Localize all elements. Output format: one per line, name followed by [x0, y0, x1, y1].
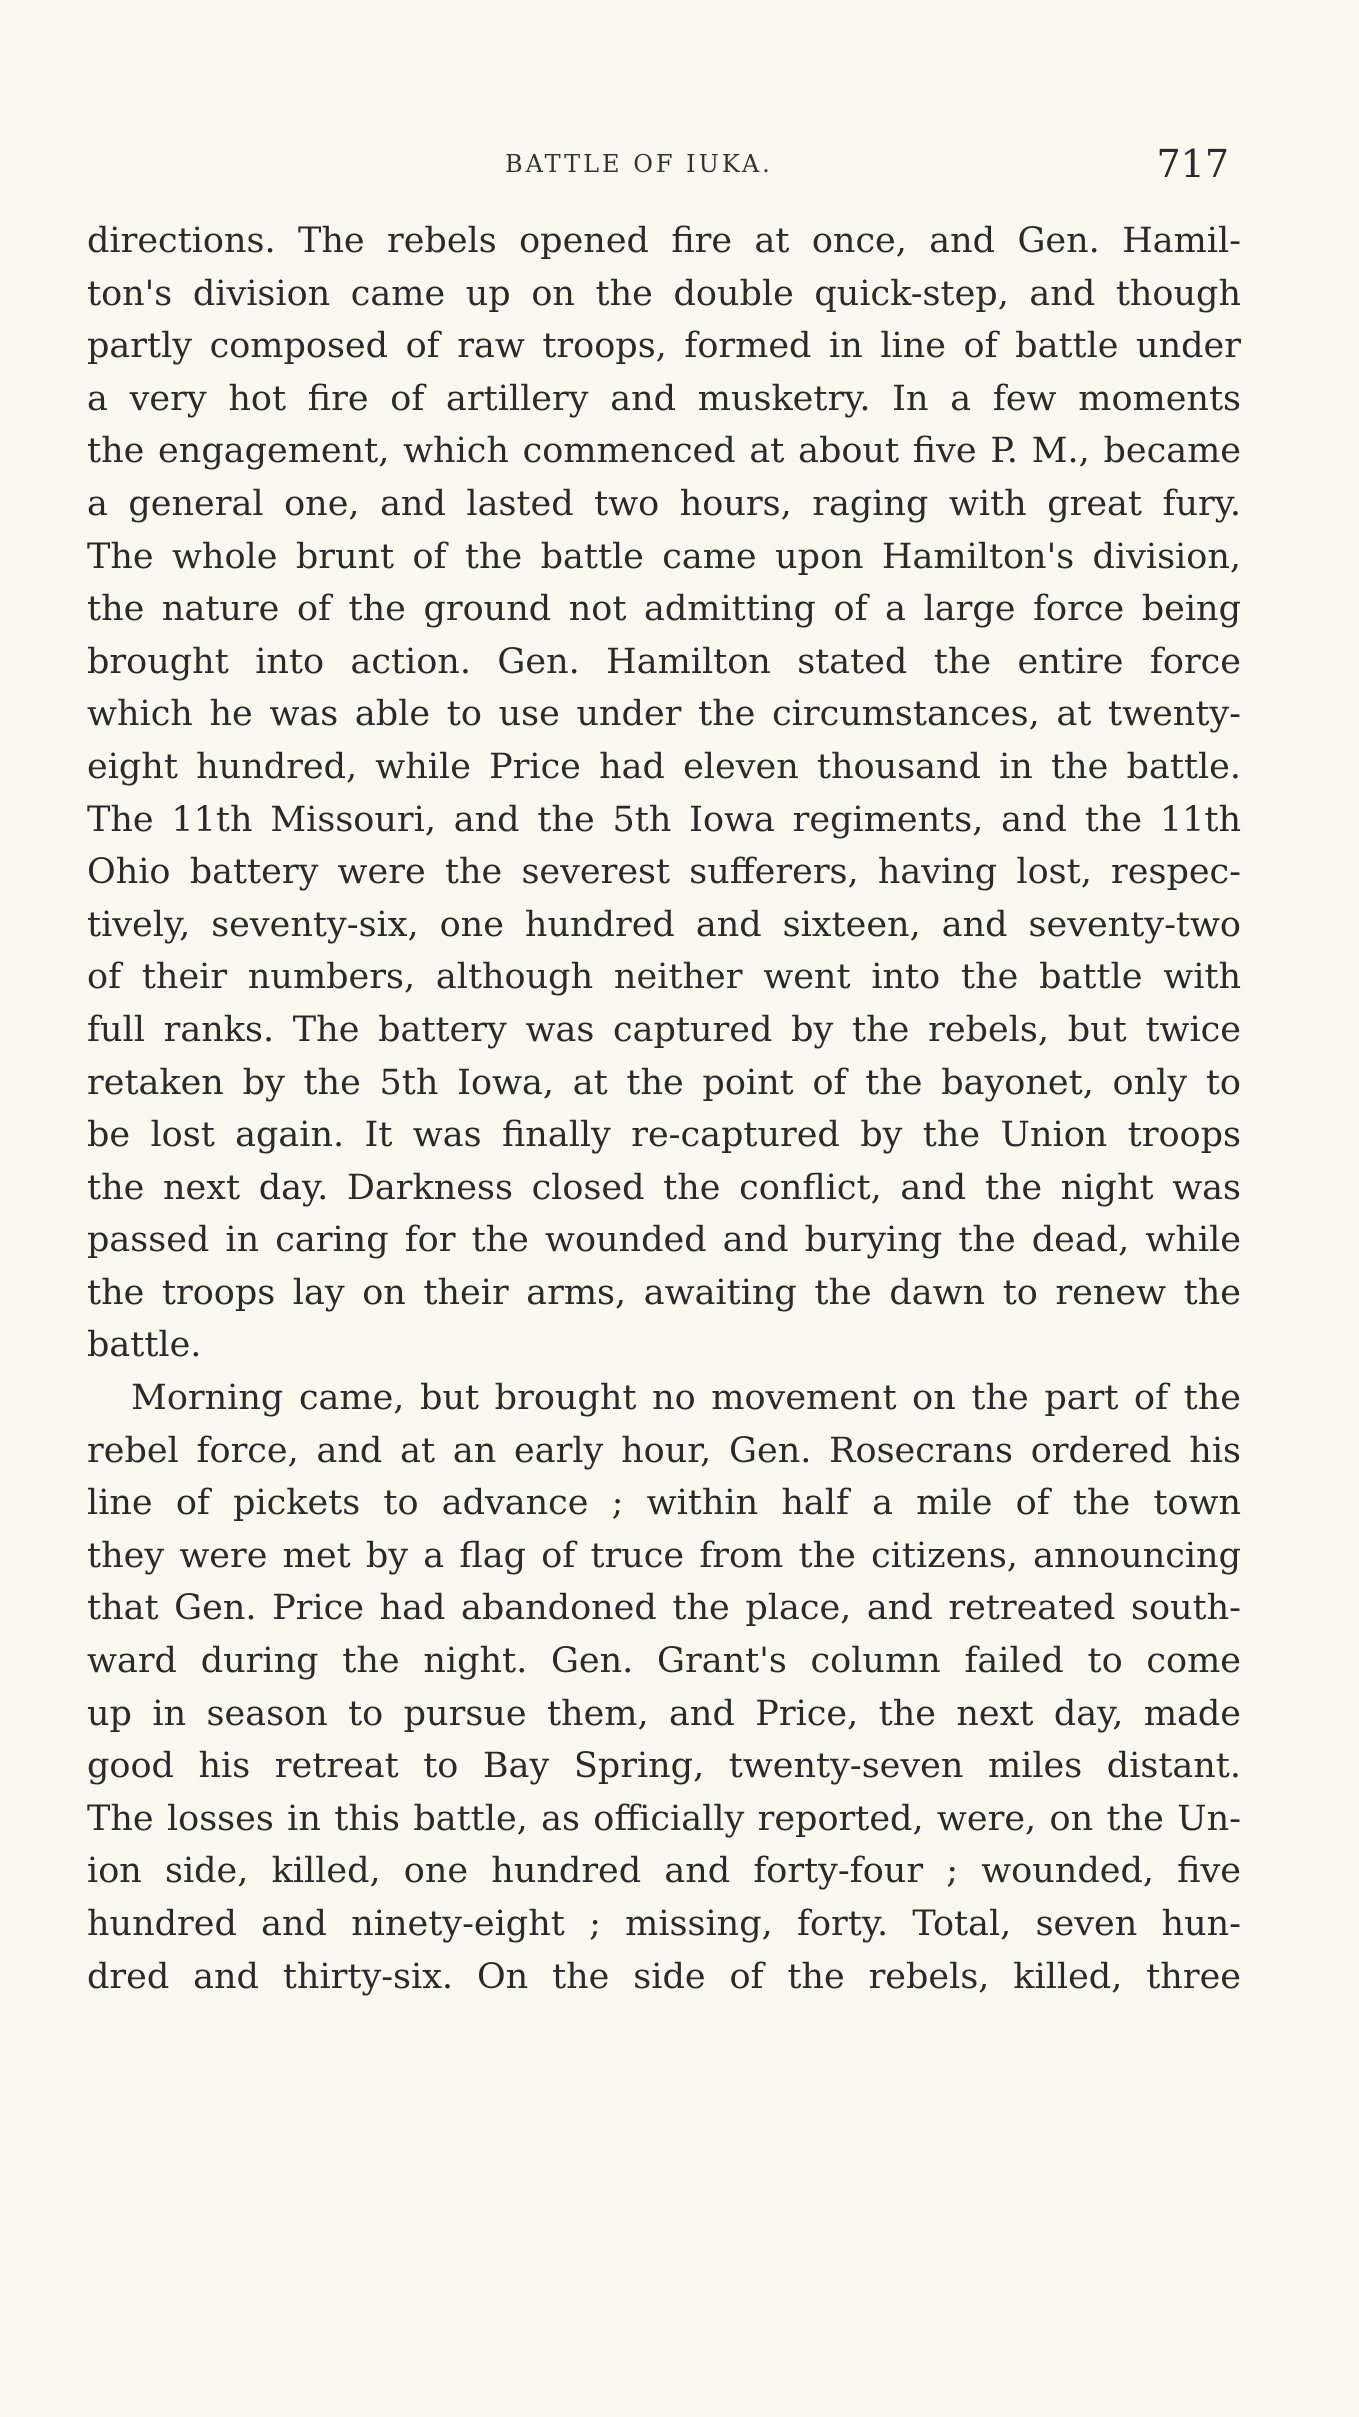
text-line: The whole brunt of the battle came upon Hamilton's division, [87, 536, 1241, 577]
text-line: hundred and ninety-eight ; missing, forty. Total, seven hun- [87, 1904, 1241, 1944]
text-line: The losses in this battle, as officially reported, were, on the Un- [87, 1798, 1241, 1839]
text-line: good his retreat to Bay Spring, twenty-seven miles distant. [87, 1746, 1241, 1787]
text-line: a general one, and lasted two hours, raging with great fury. [87, 483, 1241, 524]
text-line: be lost again. It was finally re-captured by the Union troops [87, 1115, 1241, 1156]
text-line: directions. The rebels opened fire at once, and Gen. Hamil- [87, 221, 1241, 261]
text-line: which he was able to use under the circumstances, at twenty- [87, 694, 1241, 735]
text-line: tively, seventy-six, one hundred and sixteen, and seventy-two [87, 904, 1241, 945]
text-line: full ranks. The battery was captured by the rebels, but twice [87, 1009, 1241, 1050]
page-number: 717 [1156, 142, 1229, 186]
text-line: of their numbers, although neither went into the battle with [87, 957, 1241, 998]
text-line: that Gen. Price had abandoned the place, and retreated south- [87, 1588, 1241, 1629]
body-text [87, 215, 1241, 2003]
text-line: brought into action. Gen. Hamilton stated the entire force [87, 641, 1241, 682]
text-line: partly composed of raw troops, formed in line of battle under [87, 326, 1241, 367]
text-line: line of pickets to advance ; within half a mile of the town [87, 1483, 1241, 1524]
text-line: Ohio battery were the severest sufferers, having lost, respec- [87, 852, 1241, 893]
text-line: The 11th Missouri, and the 5th Iowa regiments, and the 11th [87, 799, 1241, 840]
text-line: rebel force, and at an early hour, Gen. Rosecrans ordered his [87, 1430, 1241, 1471]
text-line: ion side, killed, one hundred and forty-four ; wounded, five [87, 1851, 1241, 1892]
text-line: they were met by a flag of truce from the citizens, announcing [87, 1535, 1241, 1576]
text-line: passed in caring for the wounded and burying the dead, while [87, 1220, 1241, 1261]
text-line: the nature of the ground not admitting of a large force being [87, 589, 1241, 630]
text-line: dred and thirty-six. On the side of the rebels, killed, three [87, 1956, 1241, 1997]
text-line: Morning came, but brought no movement on the part of the [131, 1378, 1241, 1419]
text-line: ton's division came up on the double quick-step, and though [87, 273, 1241, 314]
text-line: ward during the night. Gen. Grant's column failed to come [87, 1641, 1241, 1682]
running-head: BATTLE OF IUKA. [505, 150, 773, 178]
text-line: the troops lay on their arms, awaiting the dawn to renew the [87, 1272, 1241, 1313]
text-line: the engagement, which commenced at about five P. M., became [87, 431, 1241, 472]
text-line: battle. [87, 1325, 202, 1366]
text-line: the next day. Darkness closed the conflict, and the night was [87, 1167, 1241, 1208]
text-line: up in season to pursue them, and Price, the next day, made [87, 1693, 1241, 1734]
text-line: a very hot fire of artillery and musketry. In a few moments [87, 378, 1241, 419]
text-line: retaken by the 5th Iowa, at the point of the bayonet, only to [87, 1062, 1241, 1103]
text-line: eight hundred, while Price had eleven thousand in the battle. [87, 746, 1241, 787]
